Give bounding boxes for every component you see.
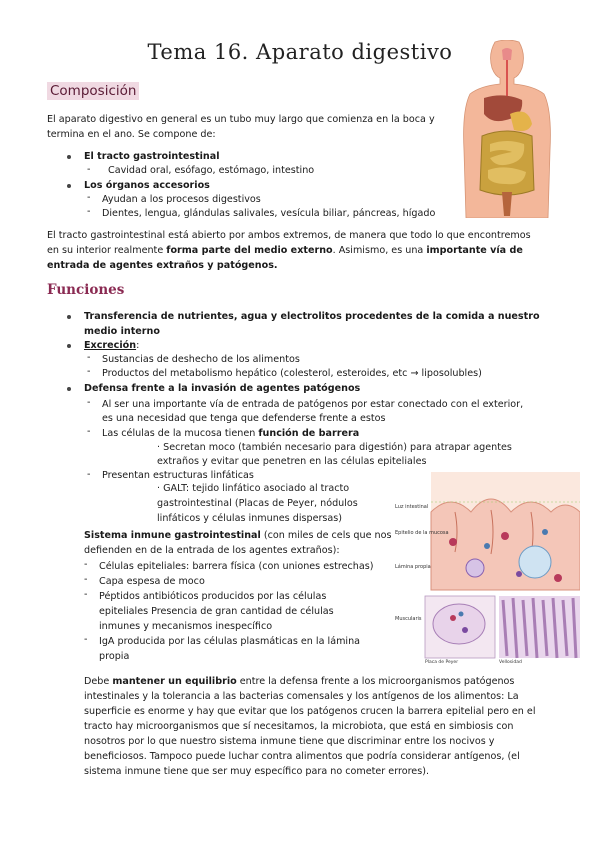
- item-organos-sub2: Dientes, lengua, glándulas salivales, vesícula biliar, páncreas, hígado: [102, 208, 436, 219]
- bullet-dot: [67, 387, 71, 391]
- defensa-sub1-line2: es una necesidad que tenga que defenderse frente a estos: [102, 413, 386, 424]
- funcion-transferencia-line2: medio interno: [84, 326, 160, 337]
- page-title: Tema 16. Aparato digestivo: [147, 40, 453, 64]
- equilibrio-line7: sistema inmune tiene que ser muy específico para no cometer errores).: [84, 766, 430, 777]
- dash-marker: -: [84, 574, 88, 585]
- funcion-transferencia-line1: Transferencia de nutrientes, agua y electrolitos procedentes de la comida a nuestro: [84, 311, 540, 322]
- bullet-dot: [67, 315, 71, 319]
- dash-marker: -: [87, 469, 91, 480]
- text-run-bold: mantener un equilibrio: [112, 676, 237, 687]
- text-run: :: [136, 340, 140, 351]
- defensa-sub2: [102, 426, 359, 441]
- composicion-intro-line2: termina en el ano. Se compone de:: [47, 129, 216, 140]
- dash-marker: -: [84, 559, 88, 570]
- dash-marker: -: [87, 426, 91, 437]
- defensa-sub2-detail1: · Secretan moco (también necesario para digestión) para atrapar agentes: [157, 442, 512, 453]
- sistema-item-peptidos-1: Péptidos antibióticos producidos por las células: [99, 591, 327, 602]
- dash-marker: -: [87, 352, 91, 363]
- figure-label-muscular: Muscularis: [395, 616, 422, 622]
- funcion-defensa: Defensa frente a la invasión de agentes patógenos: [84, 383, 361, 394]
- sistema-item-peptidos-3: inmunes y mecanismos inespecífico: [99, 621, 273, 632]
- composicion-intro-line1: El aparato digestivo en general es un tubo muy largo que comienza en la boca y: [47, 114, 435, 125]
- defensa-sub3-detail1: · GALT: tejido linfático asociado al tracto: [157, 483, 350, 494]
- dash-marker: -: [87, 192, 91, 203]
- section-heading-composicion: Composición: [47, 82, 139, 100]
- excrecion-sub1: Sustancias de deshecho de los alimentos: [102, 354, 300, 365]
- dash-marker: -: [84, 634, 88, 645]
- sistema-item-moco: Capa espesa de moco: [99, 576, 205, 587]
- sistema-item-epiteliales: Células epiteliales: barrera física (con uniones estrechas): [99, 561, 374, 572]
- item-organos-accesorios: Los órganos accesorios: [84, 180, 210, 191]
- figure-label-vellosidad: Vellosidad: [499, 660, 522, 664]
- sistema-item-iga-2: propia: [99, 651, 130, 662]
- text-run: en su interior realmente: [47, 245, 167, 256]
- composicion-para-line1: El tracto gastrointestinal está abierto por ambos extremos, de manera que todo lo que encontremos: [47, 230, 531, 241]
- defensa-sub2-detail2: extraños y evitar que penetren en las células epiteliales: [157, 456, 427, 467]
- section-heading-funciones: Funciones: [47, 282, 125, 298]
- text-run: entre la defensa frente a los microorganismos patógenos: [236, 676, 515, 687]
- equilibrio-line4: tracto hay microorganismos que sí necesitamos, la microbiota, que está en simbiosis con: [84, 721, 514, 732]
- defensa-sub1-line1: Al ser una importante vía de entrada de patógenos por estar conectado con el exterior,: [102, 399, 524, 410]
- dash-marker: -: [87, 164, 91, 175]
- equilibrio-line1: [84, 674, 514, 689]
- funcion-excrecion: [84, 338, 139, 353]
- sistema-item-peptidos-2: epiteliales Presencia de gran cantidad de células: [99, 606, 334, 617]
- dash-marker: -: [87, 397, 91, 408]
- figure-label-luz: Luz intestinal: [395, 504, 429, 510]
- text-run-bold: función de barrera: [258, 428, 360, 439]
- composicion-para-line2: [47, 243, 523, 258]
- figure-label-placa: Placa de Peyer: [425, 660, 459, 664]
- equilibrio-line2: intestinales y la tolerancia a las bacterias comensales y los antígenos de los alimentos: La: [84, 691, 519, 702]
- dash-marker: -: [84, 589, 88, 600]
- defensa-sub3: Presentan estructuras linfáticas: [102, 470, 254, 481]
- sistema-inmune-line1: [84, 528, 392, 543]
- text-run: Debe: [84, 676, 113, 687]
- item-tracto-sub: Cavidad oral, esófago, estómago, intestino: [108, 165, 315, 176]
- text-run: Las células de la mucosa tienen: [102, 428, 259, 439]
- dash-marker: -: [87, 366, 91, 377]
- bullet-dot: [67, 155, 71, 159]
- text-run-bold: importante vía de: [426, 245, 523, 256]
- equilibrio-line5: nosotros por lo que nuestro sistema inmune tiene que discriminar entre los nocivos y: [84, 736, 495, 747]
- text-run-bold: forma parte del medio externo: [166, 245, 333, 256]
- text-run: (con miles de cels que nos: [260, 530, 392, 541]
- item-tracto-gastrointestinal: El tracto gastrointestinal: [84, 151, 220, 162]
- item-organos-sub1: Ayudan a los procesos digestivos: [102, 194, 261, 205]
- composicion-para-line3: entrada de agentes extraños y patógenos.: [47, 260, 278, 271]
- figure-label-epitelio: Epitelio de la mucosa: [395, 530, 449, 536]
- sistema-item-iga-1: IgA producida por las células plasmáticas en la lámina: [99, 636, 361, 647]
- excrecion-sub2: Productos del metabolismo hepático (colesterol, esteroides, etc → liposolubles): [102, 368, 482, 379]
- figure-label-lamina: Lámina propia: [395, 564, 431, 570]
- equilibrio-line6: beneficiosos. Tampoco puede luchar contra alimentos que podría considerar antígenos, (el: [84, 751, 520, 762]
- dash-marker: -: [87, 206, 91, 217]
- defensa-sub3-detail3: linfáticos y células inmunes dispersas): [157, 513, 343, 524]
- defensa-sub3-detail2: gastrointestinal (Placas de Peyer, nódulos: [157, 498, 358, 509]
- text-run-bold: Sistema inmune gastrointestinal: [84, 530, 261, 541]
- bullet-dot: [67, 344, 71, 348]
- digestive-anatomy-figure: [462, 40, 552, 218]
- sistema-inmune-line2: defienden en de la entrada de los agentes extraños):: [84, 545, 340, 556]
- text-run: . Asimismo, es una: [332, 245, 427, 256]
- bullet-dot: [67, 184, 71, 188]
- intestinal-mucosa-figure: [395, 472, 580, 664]
- text-run-bold: Excreción: [84, 340, 137, 351]
- equilibrio-line3: superficie es enorme y hay que evitar que los patógenos crucen la barrera epitelial pero en el: [84, 706, 536, 717]
